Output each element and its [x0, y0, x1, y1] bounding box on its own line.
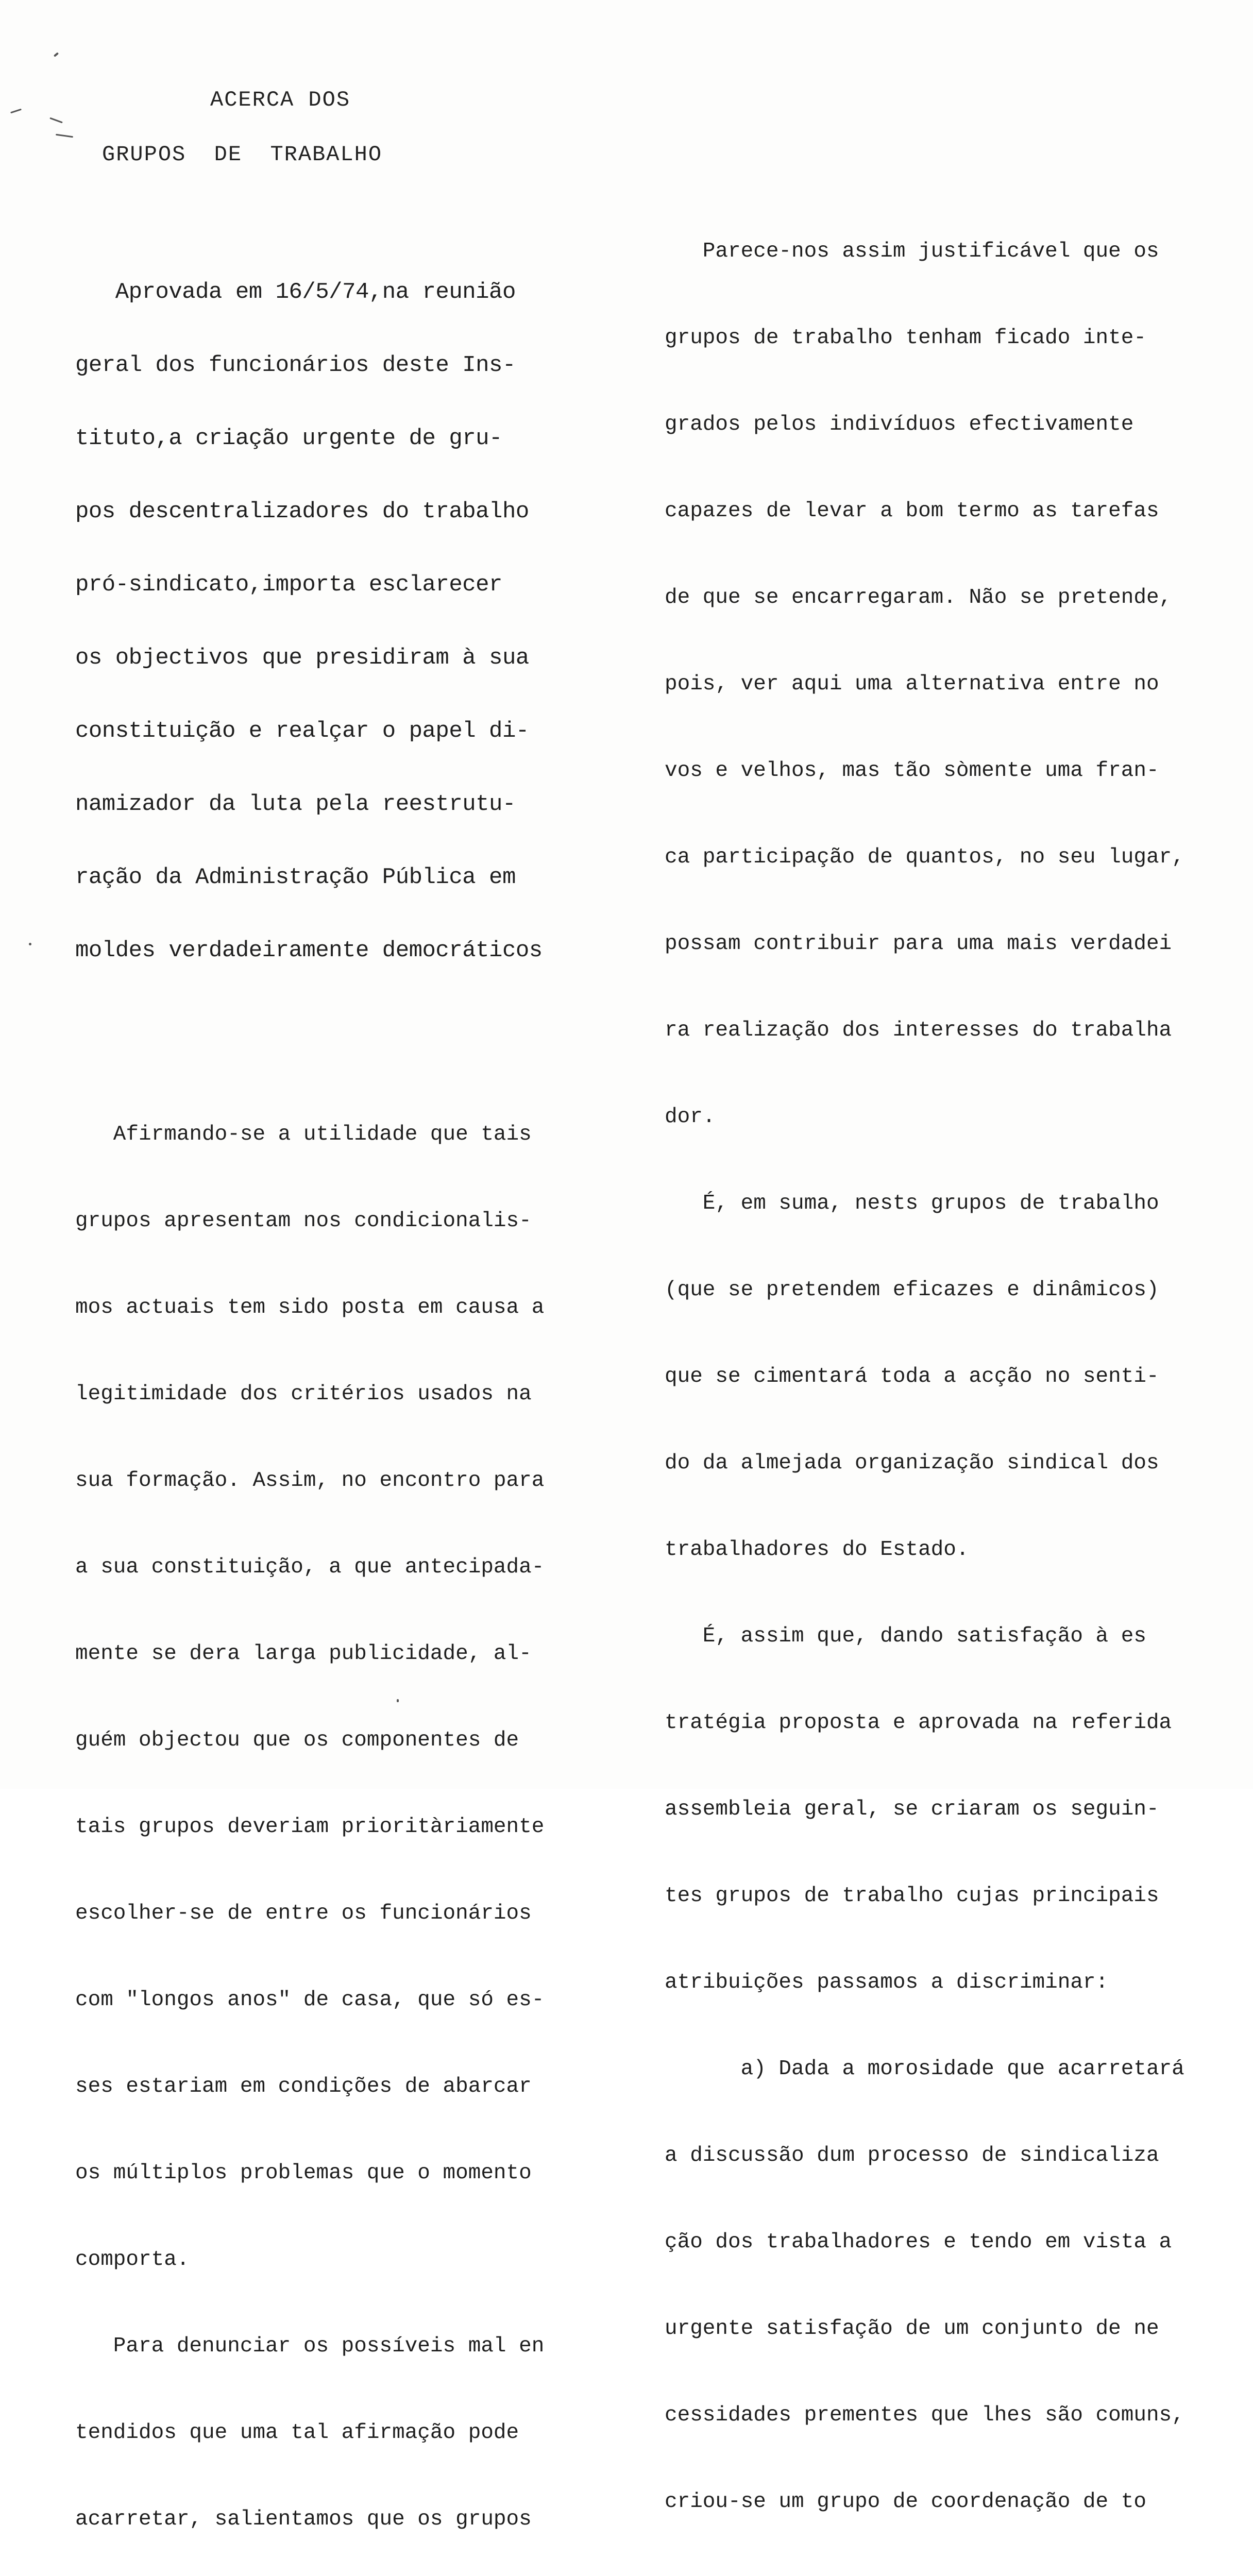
text-line: tratégia proposta e aprovada na referida	[665, 1711, 1172, 1735]
text-line: cessidades prementes que lhes são comuns,	[665, 2403, 1184, 2427]
text-line: grupos de trabalho tenham ficado inte-	[665, 326, 1146, 350]
text-line: ra realização dos interesses do trabalha	[665, 1019, 1172, 1042]
text-line: tituto,a criação urgente de gru-	[75, 426, 502, 451]
left-column	[75, 184, 632, 2576]
text-line: de que se encarregaram. Não se pretende,	[665, 586, 1172, 609]
text-line: geral dos funcionários deste Ins-	[75, 352, 516, 378]
text-line: grados pelos indivíduos efectivamente	[665, 413, 1134, 436]
text-line: sua formação. Assim, no encontro para	[75, 1469, 545, 1493]
text-line: É, assim que, dando satisfação à es	[665, 1624, 1146, 1648]
text-line: acarretar, salientamos que os grupos	[75, 2507, 532, 2531]
text-line: com "longos anos" de casa, que só es-	[75, 1988, 545, 2012]
text-line: pró-sindicato,importa esclarecer	[75, 572, 502, 598]
right-column	[665, 184, 1216, 2576]
document-title-line-2: GRUPOS DE TRABALHO	[102, 142, 383, 167]
text-line: namizador da luta pela reestrutu-	[75, 791, 516, 817]
margin-mark	[56, 134, 73, 138]
text-line: constituição e realçar o papel di-	[75, 718, 529, 744]
text-line: criou-se um grupo de coordenação de to	[665, 2490, 1146, 2514]
text-line: (que se pretendem eficazes e dinâmicos)	[665, 1278, 1159, 1302]
text-line: tes grupos de trabalho cujas principais	[665, 1884, 1159, 1908]
text-line	[665, 2569, 1216, 2576]
text-line: guém objectou que os componentes de	[75, 1728, 519, 1752]
text-line: Parece-nos assim justificável que os	[665, 240, 1159, 263]
text-line: É, em suma, nests grupos de trabalho	[665, 1192, 1159, 1215]
text-line: pos descentralizadores do trabalho	[75, 499, 529, 524]
margin-mark	[10, 109, 22, 114]
text-line: os objectivos que presidiram à sua	[75, 645, 529, 671]
text-line: mos actuais tem sido posta em causa a	[75, 1296, 545, 1319]
text-line: mente se dera larga publicidade, al-	[75, 1642, 532, 1666]
text-line: do da almejada organização sindical dos	[665, 1451, 1159, 1475]
text-line: escolher-se de entre os funcionários	[75, 1902, 532, 1925]
text-line: que se cimentará toda a acção no senti-	[665, 1365, 1159, 1388]
text-line: urgente satisfação de um conjunto de ne	[665, 2317, 1159, 2341]
text-line: grupos apresentam nos condicionalis-	[75, 1209, 532, 1233]
text-line: os múltiplos problemas que o momento	[75, 2161, 532, 2185]
text-line: capazes de levar a bom termo as tarefas	[665, 499, 1159, 523]
text-line: a) Dada a morosidade que acarretará	[665, 2057, 1184, 2081]
text-line: atribuições passamos a discriminar:	[665, 1971, 1109, 1994]
text-line: ca participação de quantos, no seu lugar,	[665, 845, 1184, 869]
text-line: possam contribuir para uma mais verdadei	[665, 932, 1172, 956]
margin-mark	[54, 52, 59, 57]
margin-mark	[49, 117, 62, 124]
left-body-text	[75, 1067, 632, 2576]
text-line: Para denunciar os possíveis mal en	[75, 2334, 545, 2358]
text-line: Afirmando-se a utilidade que tais	[75, 1123, 532, 1146]
text-line: assembleia geral, se criaram os seguin-	[665, 1798, 1159, 1821]
left-heading-paragraph	[75, 232, 632, 1011]
margin-mark	[29, 943, 31, 945]
text-line: ção dos trabalhadores e tendo em vista a	[665, 2230, 1172, 2254]
text-line: ses estariam em condições de abarcar	[75, 2075, 532, 2098]
text-line: a discussão dum processo de sindicaliza	[665, 2144, 1159, 2167]
text-line: vos e velhos, mas tão sòmente uma fran-	[665, 759, 1159, 783]
text-line: pois, ver aqui uma alternativa entre no	[665, 672, 1159, 696]
text-line: legitimidade dos critérios usados na	[75, 1382, 532, 1406]
document-title-line-1: ACERCA DOS	[210, 88, 351, 112]
text-line: Aprovada em 16/5/74,na reunião	[75, 279, 516, 305]
text-line: a sua constituição, a que antecipada-	[75, 1555, 545, 1579]
text-line: comporta.	[75, 2248, 190, 2272]
text-line: tendidos que uma tal afirmação pode	[75, 2421, 519, 2445]
text-line: moldes verdadeiramente democráticos	[75, 938, 543, 963]
text-line: trabalhadores do Estado.	[665, 1538, 969, 1562]
text-line: ração da Administração Pública em	[75, 865, 516, 890]
text-line: tais grupos deveriam prioritàriamente	[75, 1815, 545, 1839]
text-line: dor.	[665, 1105, 716, 1129]
